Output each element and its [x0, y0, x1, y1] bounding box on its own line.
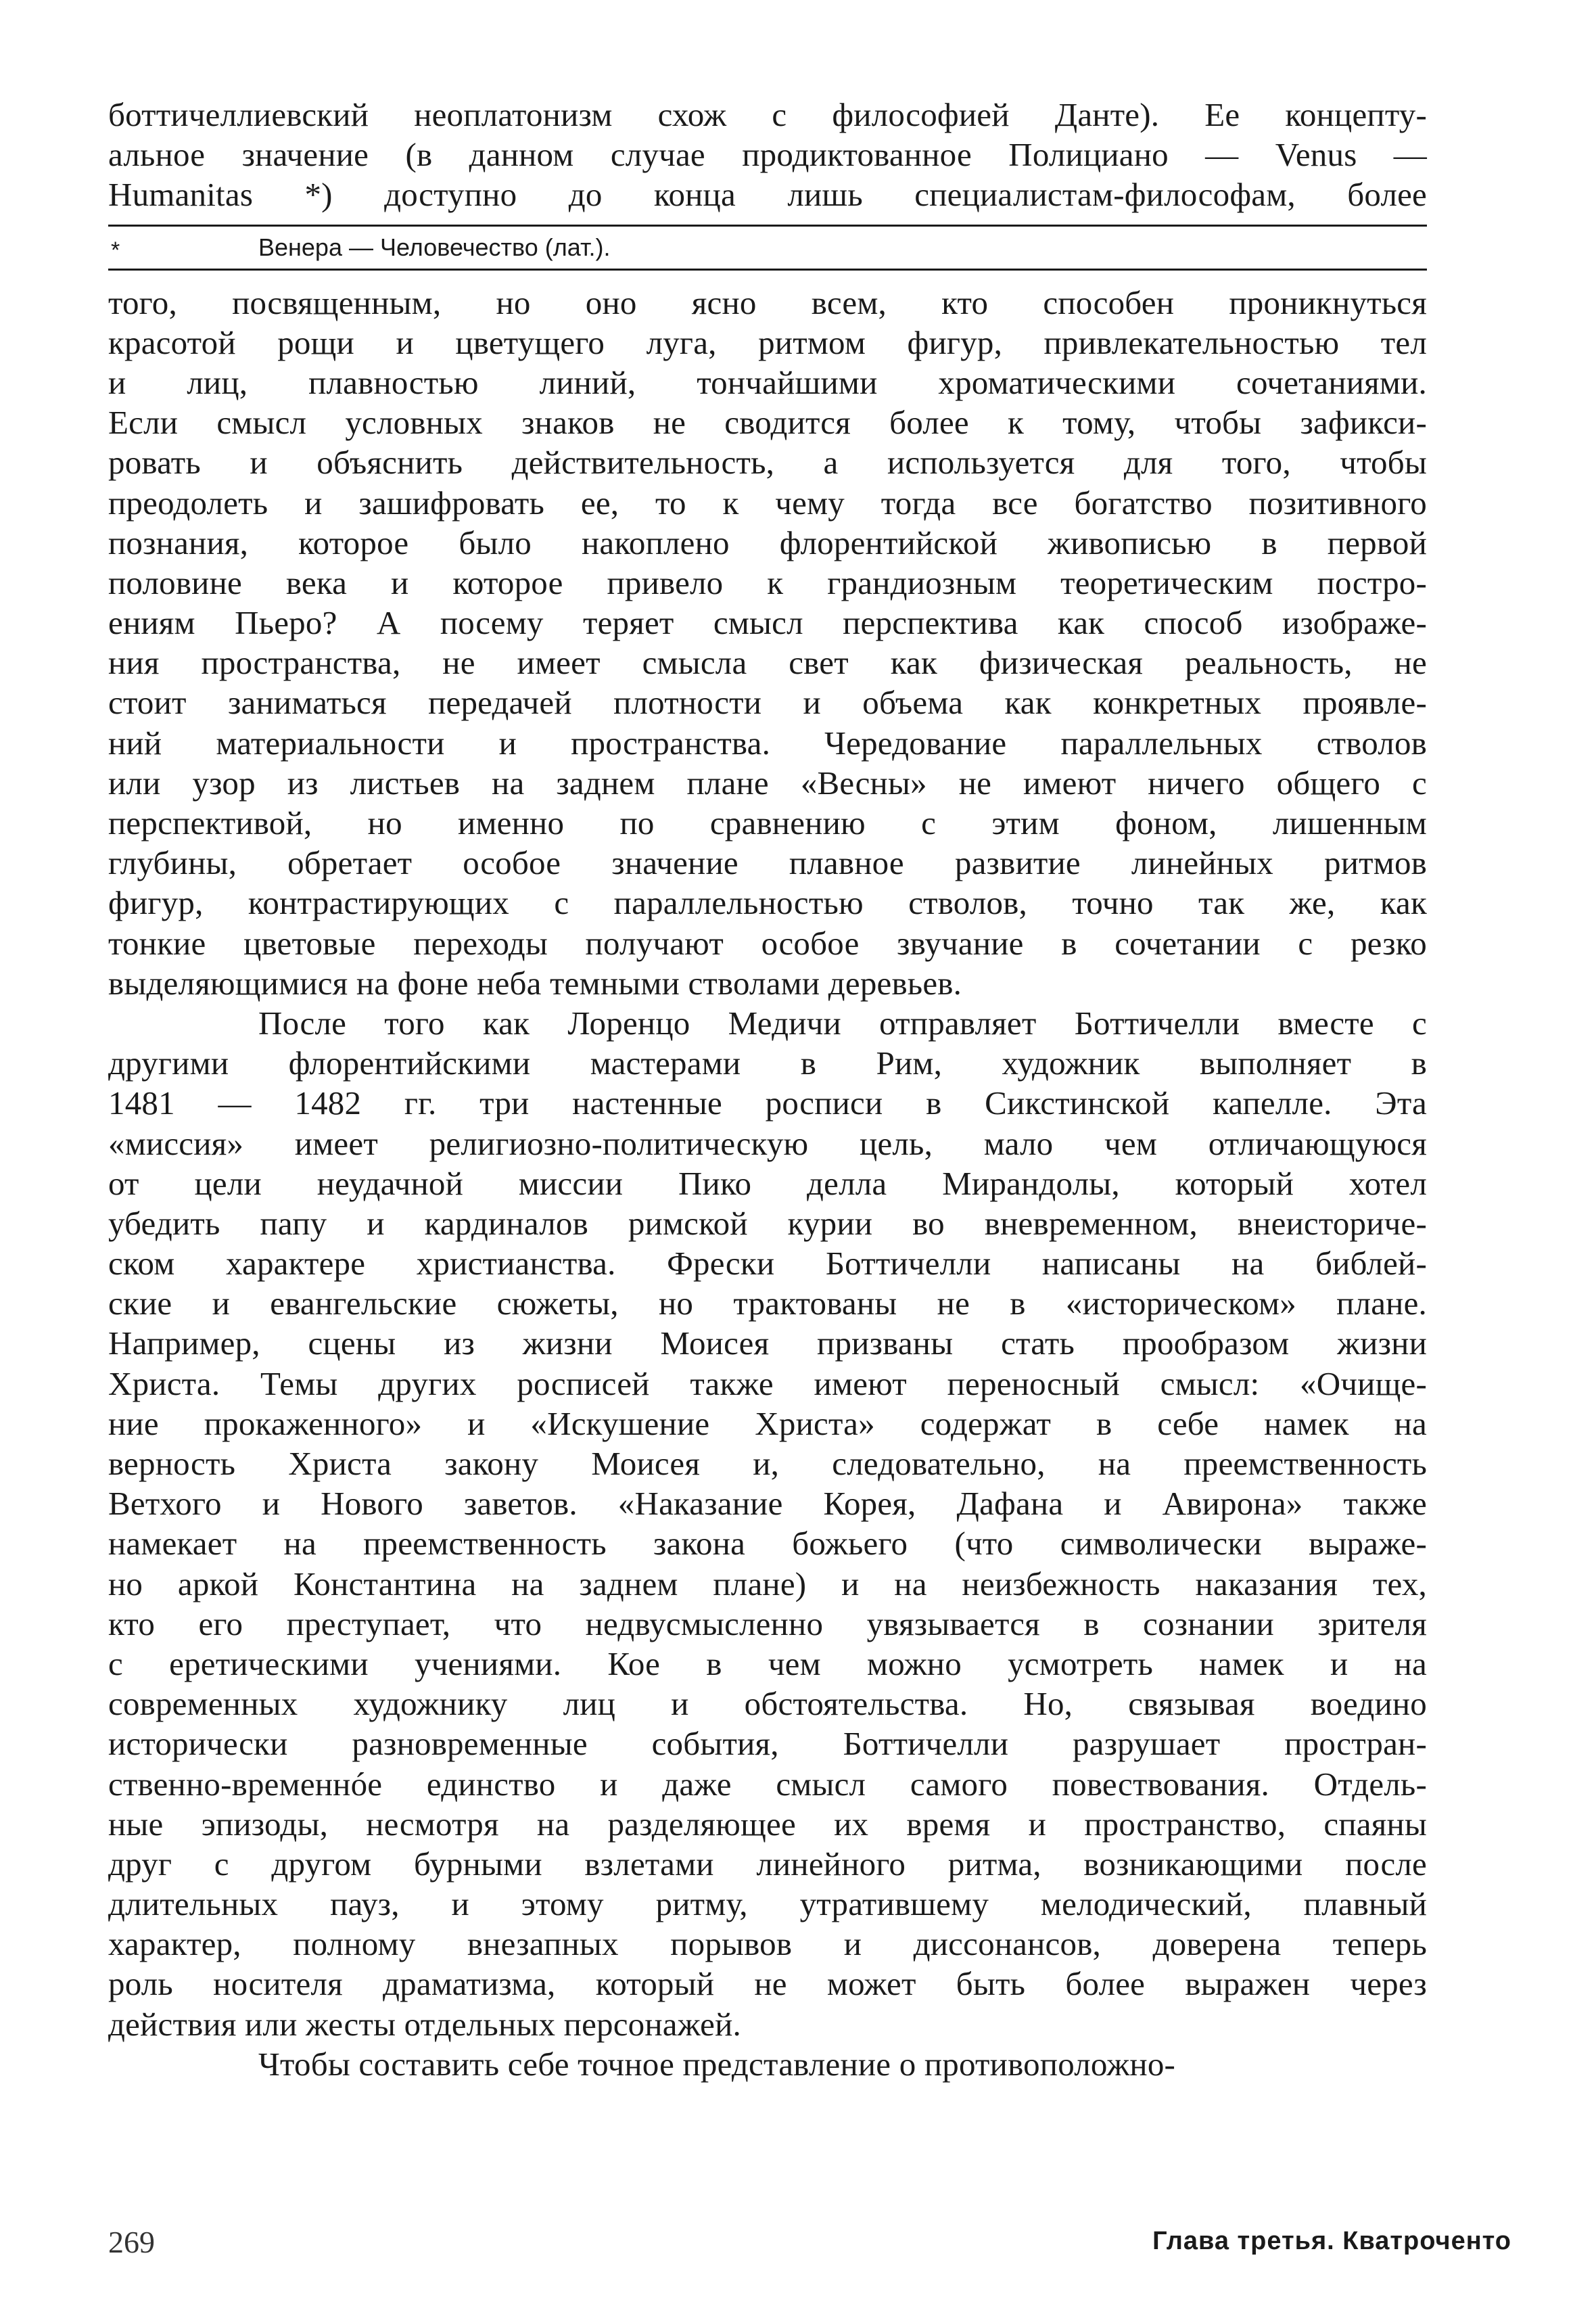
text-line: того, посвященным, но оно ясно всем, кто способен проникнуться [108, 283, 1427, 321]
paragraph-2 [108, 1003, 1427, 2044]
text-line: ственно-временнóе единство и даже смысл самого повествования. Отдель- [108, 1765, 1427, 1803]
footnote-text: Венера — Человечество (лат.). [258, 233, 611, 261]
top-text-block [108, 95, 1427, 215]
text-line: ские и евангельские сюжеты, но трактованы не в «историческом» плане. [108, 1285, 1427, 1322]
text-line: действия или жесты отдельных персонажей. [108, 2005, 741, 2043]
text-line: современных художнику лиц и обстоятельства. Но, связывая воедино [108, 1685, 1427, 1723]
text-line: Ветхого и Нового заветов. «Наказание Корея, Дафана и Авирона» также [108, 1485, 1427, 1523]
text-line: с еретическими учениями. Кое в чем можно усмотреть намек и на [108, 1644, 1427, 1682]
text-line: стоит заниматься передачей плотности и объема как конкретных проявле- [108, 684, 1427, 722]
text-line: половине века и которое привело к грандиозным теоретическим постро- [108, 563, 1427, 601]
text-line: преодолеть и зашифровать ее, то к чему тогда все богатство позитивного [108, 484, 1427, 522]
text-line: познания, которое было накоплено флорентийской живописью в первой [108, 524, 1427, 561]
text-line: исторически разновременные события, Боттичелли разрушает простран- [108, 1725, 1427, 1763]
text-line: ениям Пьеро? А посему теряет смысл перспектива как способ изображе- [108, 604, 1427, 642]
text-line: друг с другом бурными взлетами линейного ритма, возникающими после [108, 1845, 1427, 1883]
paragraph-3 [108, 2044, 1427, 2084]
text-line: Humanitas *) доступно до конца лишь специалистам-философам, более [108, 176, 1427, 214]
text-line: но аркой Константина на заднем плане) и на неизбежность наказания тех, [108, 1565, 1427, 1602]
text-line: ний материальности и пространства. Чередование параллельных стволов [108, 724, 1427, 762]
text-line: альное значение (в данном случае продиктованное Полициано — Venus — [108, 136, 1427, 174]
text-line: роль носителя драматизма, который не может быть более выражен через [108, 1965, 1427, 2003]
text-line: ния пространства, не имеет смысла свет как физическая реальность, не [108, 644, 1427, 682]
text-line: «миссия» имеет религиозно-политическую цель, мало чем отличающуюся [108, 1124, 1427, 1162]
text-line: или узор из листьев на заднем плане «Весны» не имеют ничего общего с [108, 764, 1427, 802]
text-line: другими флорентийскими мастерами в Рим, художник выполняет в [108, 1044, 1427, 1082]
page-footer [108, 2224, 1511, 2265]
paragraph-1 [108, 283, 1427, 1003]
running-head: Глава третья. Кватроченто [1152, 2227, 1511, 2255]
text-line: и лиц, плавностью линий, тончайшими хроматическими сочетаниями. [108, 363, 1427, 401]
text-line: тонкие цветовые переходы получают особое звучание в сочетании с резко [108, 924, 1427, 962]
footnote-bottom-rule [108, 269, 1427, 271]
text-line: 1481 — 1482 гг. три настенные росписи в Сикстинской капелле. Эта [108, 1084, 1427, 1122]
text-line: Например, сцены из жизни Моисея призваны стать прообразом жизни [108, 1324, 1427, 1362]
text-line: Чтобы составить себе точное представление о противоположно- [258, 2045, 1176, 2083]
text-line: боттичеллиевский неоплатонизм схож с философией Данте). Ее концепту- [108, 96, 1427, 133]
page-body [108, 95, 1427, 2084]
text-line: глубины, обретает особое значение плавное развитие линейных ритмов [108, 844, 1427, 882]
text-line: перспективой, но именно по сравнению с этим фоном, лишенным [108, 804, 1427, 841]
text-line: выделяющимися на фоне неба темными стволами деревьев. [108, 964, 962, 1002]
text-line: Если смысл условных знаков не сводится более к тому, чтобы зафикси- [108, 404, 1427, 442]
text-line: верность Христа закону Моисея и, следовательно, на преемственность [108, 1445, 1427, 1482]
text-line: фигур, контрастирующих с параллельностью стволов, точно так же, как [108, 884, 1427, 922]
footnote-mark: * [111, 237, 120, 263]
text-line: длительных пауз, и этому ритму, утратившему мелодический, плавный [108, 1885, 1427, 1923]
text-line: ные эпизоды, несмотря на разделяющее их время и пространство, спаяны [108, 1805, 1427, 1843]
text-line: кто его преступает, что недвусмысленно увязывается в сознании зрителя [108, 1605, 1427, 1642]
text-line: ние прокаженного» и «Искушение Христа» содержат в себе намек на [108, 1404, 1427, 1442]
text-line: красотой рощи и цветущего луга, ритмом фигур, привлекательностью тел [108, 323, 1427, 361]
text-line: характер, полному внезапных порывов и диссонансов, доверена теперь [108, 1925, 1427, 1963]
text-line: После того как Лоренцо Медичи отправляет Боттичелли вместе с [258, 1004, 1427, 1042]
text-line: от цели неудачной миссии Пико делла Мирандолы, который хотел [108, 1164, 1427, 1202]
text-line: Христа. Темы других росписей также имеют переносный смысл: «Очище- [108, 1364, 1427, 1402]
footnote [108, 227, 1427, 269]
text-line: убедить папу и кардиналов римской курии во вневременном, внеисториче- [108, 1204, 1427, 1242]
text-line: ровать и объяснить действительность, а используется для того, чтобы [108, 444, 1427, 482]
page-number: 269 [108, 2225, 155, 2259]
text-line: ском характере христианства. Фрески Боттичелли написаны на библей- [108, 1245, 1427, 1283]
text-line: намекает на преемственность закона божьего (что символически выраже- [108, 1525, 1427, 1563]
